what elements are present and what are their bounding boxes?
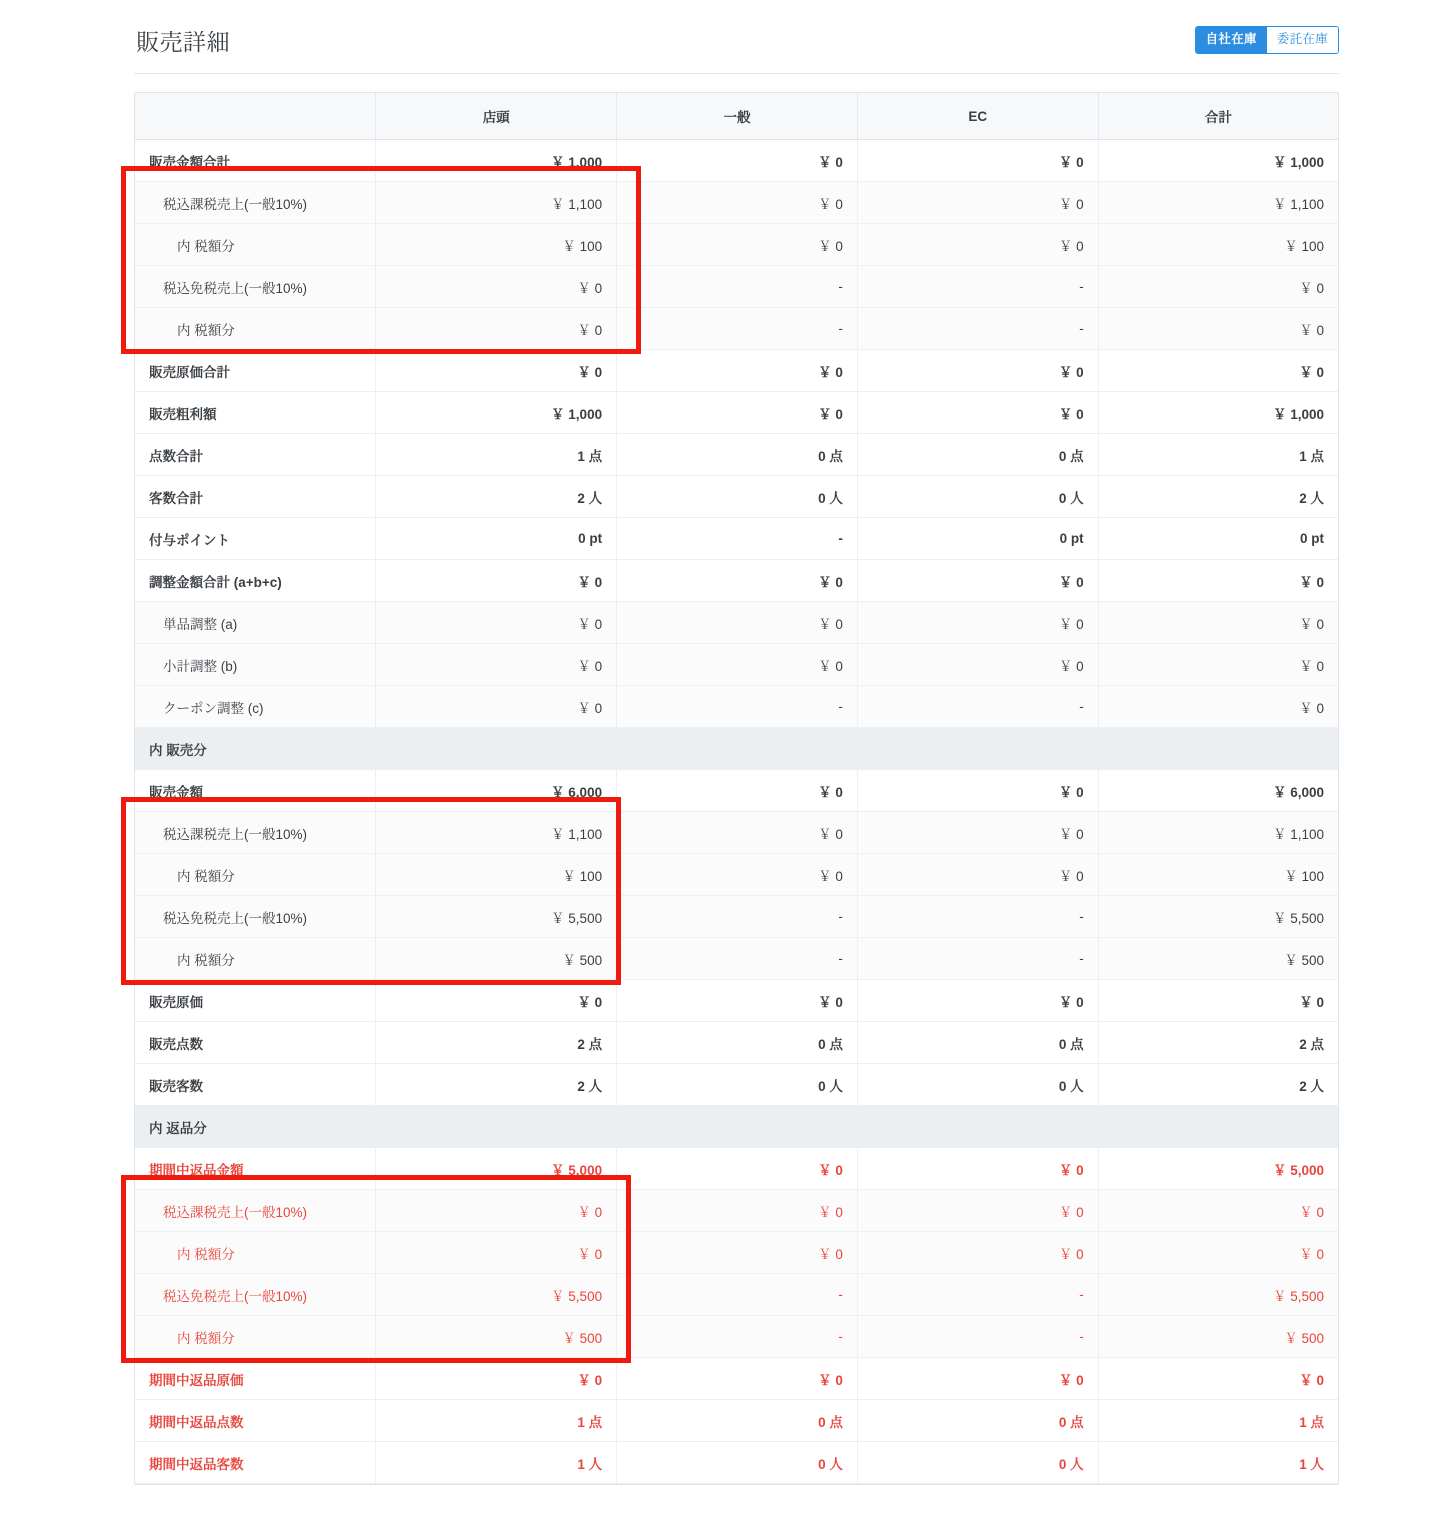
row-value: 0 人 [857,1064,1098,1106]
table-row [135,980,1338,1022]
row-value: ￥ 0 [1098,1190,1338,1232]
row-value: 2 人 [1098,476,1338,518]
row-label: 単品調整 (a) [135,602,376,644]
table-row [135,1316,1338,1358]
row-value: ￥ 1,000 [376,140,617,182]
row-value: ￥ 0 [1098,644,1338,686]
row-value: ￥ 1,000 [1098,392,1338,434]
row-value: ￥ 0 [376,350,617,392]
row-label: 内 税額分 [135,854,376,896]
row-label: 税込課税売上(一般10%) [135,182,376,224]
row-value: 0 人 [857,476,1098,518]
table-row [135,308,1338,350]
row-value: ￥ 5,500 [376,896,617,938]
table-row [135,1106,1338,1148]
row-value: ￥ 5,000 [1098,1148,1338,1190]
row-value: 1 人 [376,1442,617,1484]
row-value: - [857,896,1098,938]
row-value: 1 点 [1098,1400,1338,1442]
row-value: ￥ 0 [1098,266,1338,308]
row-value: - [857,1316,1098,1358]
row-value: ￥ 0 [857,644,1098,686]
table-row [135,224,1338,266]
table-row [135,854,1338,896]
table-row [135,434,1338,476]
row-value: ￥ 0 [376,1358,617,1400]
row-value: ￥ 1,000 [376,392,617,434]
row-value: ￥ 5,500 [1098,896,1338,938]
row-value: 2 点 [376,1022,617,1064]
row-value: ￥ 0 [857,392,1098,434]
row-label: 内 税額分 [135,308,376,350]
row-label: 販売原価 [135,980,376,1022]
row-value: - [857,686,1098,728]
row-label: 税込免税売上(一般10%) [135,896,376,938]
row-value: ￥ 0 [1098,1358,1338,1400]
row-value: ￥ 0 [376,686,617,728]
row-value: - [857,308,1098,350]
row-value: ￥ 0 [617,602,858,644]
row-value: - [617,1316,858,1358]
row-label: 期間中返品原価 [135,1358,376,1400]
table-row [135,1274,1338,1316]
row-value: ￥ 0 [1098,686,1338,728]
row-value: ￥ 0 [857,560,1098,602]
row-value: 1 点 [376,1400,617,1442]
row-label: 小計調整 (b) [135,644,376,686]
row-value: 0 点 [617,1022,858,1064]
row-value: - [617,1274,858,1316]
row-value: ￥ 0 [857,812,1098,854]
row-value: ￥ 0 [857,224,1098,266]
column-header-total: 合計 [1098,93,1338,140]
section-label: 内 返品分 [135,1106,376,1148]
table-row [135,1358,1338,1400]
row-value: ￥ 0 [617,1358,858,1400]
row-value: 2 人 [376,476,617,518]
row-value: ￥ 0 [857,350,1098,392]
table-row [135,1400,1338,1442]
row-value: ￥ 0 [857,1148,1098,1190]
row-label: 内 税額分 [135,1232,376,1274]
row-label: 税込課税売上(一般10%) [135,1190,376,1232]
row-value: 2 人 [1098,1064,1338,1106]
row-value: ￥ 0 [857,1232,1098,1274]
row-value: ￥ 0 [617,1190,858,1232]
row-value: ￥ 500 [376,938,617,980]
row-value: ￥ 0 [617,140,858,182]
row-value: ￥ 0 [857,854,1098,896]
row-value: ￥ 1,100 [376,182,617,224]
row-value: ￥ 0 [376,266,617,308]
table-row [135,182,1338,224]
row-value: ￥ 0 [617,770,858,812]
row-value: - [617,938,858,980]
table-row [135,1148,1338,1190]
row-value: - [617,308,858,350]
row-value: ￥ 0 [857,980,1098,1022]
row-value: ￥ 0 [617,224,858,266]
row-value: ￥ 100 [376,854,617,896]
row-label: 販売金額合計 [135,140,376,182]
toggle-own-inventory[interactable]: 自社在庫 [1196,27,1267,53]
row-value: ￥ 0 [1098,1232,1338,1274]
row-value: ￥ 0 [376,602,617,644]
row-value: 0 点 [617,1400,858,1442]
row-value: ￥ 0 [1098,980,1338,1022]
table-row [135,1190,1338,1232]
table-row [135,644,1338,686]
table-row [135,392,1338,434]
row-value: ￥ 0 [1098,560,1338,602]
row-value: ￥ 500 [1098,1316,1338,1358]
section-spacer [376,1106,1338,1148]
inventory-type-toggle[interactable] [1195,26,1339,54]
row-value: - [617,686,858,728]
row-value: 1 人 [1098,1442,1338,1484]
table-row [135,896,1338,938]
row-value: ￥ 0 [617,1232,858,1274]
table-row [135,476,1338,518]
column-header-blank [135,93,376,140]
table-row [135,602,1338,644]
row-value: 0 人 [617,1442,858,1484]
row-value: ￥ 500 [376,1316,617,1358]
row-value: 0 点 [857,1400,1098,1442]
row-value: 0 人 [617,1064,858,1106]
row-label: 販売客数 [135,1064,376,1106]
row-value: 0 点 [857,434,1098,476]
row-value: 0 点 [857,1022,1098,1064]
row-value: ￥ 0 [617,980,858,1022]
row-value: ￥ 0 [857,1190,1098,1232]
row-value: ￥ 0 [1098,350,1338,392]
row-value: ￥ 0 [857,140,1098,182]
row-value: ￥ 100 [376,224,617,266]
table-row [135,266,1338,308]
sales-detail-table [135,93,1338,1484]
table-head [135,93,1338,140]
table-row [135,1022,1338,1064]
table-row [135,560,1338,602]
table-row [135,1232,1338,1274]
row-value: 0 人 [617,476,858,518]
section-label: 内 販売分 [135,728,376,770]
row-value: ￥ 0 [1098,602,1338,644]
row-value: - [857,1274,1098,1316]
row-value: - [617,266,858,308]
row-label: 販売点数 [135,1022,376,1064]
row-value: 0 pt [1098,518,1338,560]
row-value: ￥ 1,100 [1098,182,1338,224]
row-value: ￥ 0 [617,812,858,854]
table-row [135,1442,1338,1484]
row-value: ￥ 0 [617,1148,858,1190]
row-value: ￥ 0 [376,308,617,350]
row-label: クーポン調整 (c) [135,686,376,728]
row-value: 1 点 [1098,434,1338,476]
page-header [134,24,1339,74]
row-value: ￥ 100 [1098,224,1338,266]
row-value: ￥ 100 [1098,854,1338,896]
table-row [135,728,1338,770]
row-value: 0 pt [857,518,1098,560]
row-value: - [857,938,1098,980]
row-value: ￥ 6,000 [376,770,617,812]
table-header-row [135,93,1338,140]
row-value: ￥ 0 [376,1232,617,1274]
row-value: 1 点 [376,434,617,476]
row-value: 2 点 [1098,1022,1338,1064]
row-value: ￥ 0 [376,980,617,1022]
row-label: 内 税額分 [135,1316,376,1358]
row-label: 販売原価合計 [135,350,376,392]
table-row [135,350,1338,392]
row-value: ￥ 0 [617,392,858,434]
row-value: ￥ 6,000 [1098,770,1338,812]
row-label: 販売金額 [135,770,376,812]
row-value: ￥ 0 [617,560,858,602]
row-label: 税込免税売上(一般10%) [135,1274,376,1316]
row-label: 期間中返品点数 [135,1400,376,1442]
table-row [135,770,1338,812]
table-row [135,686,1338,728]
row-value: - [857,266,1098,308]
row-value: ￥ 0 [376,644,617,686]
table-row [135,518,1338,560]
row-value: - [617,518,858,560]
column-header-general: 一般 [617,93,858,140]
row-value: ￥ 0 [376,560,617,602]
row-value: 0 点 [617,434,858,476]
row-value: ￥ 1,100 [1098,812,1338,854]
row-value: ￥ 0 [376,1190,617,1232]
sales-detail-table-wrap [134,92,1339,1485]
row-value: ￥ 0 [617,350,858,392]
row-label: 税込免税売上(一般10%) [135,266,376,308]
row-label: 期間中返品客数 [135,1442,376,1484]
row-value: ￥ 5,500 [376,1274,617,1316]
row-label: 販売粗利額 [135,392,376,434]
row-label: 調整金額合計 (a+b+c) [135,560,376,602]
row-value: ￥ 0 [617,854,858,896]
row-value: ￥ 0 [857,1358,1098,1400]
row-value: ￥ 0 [617,182,858,224]
column-header-store: 店頭 [376,93,617,140]
row-label: 付与ポイント [135,518,376,560]
row-value: 2 人 [376,1064,617,1106]
table-row [135,1064,1338,1106]
row-value: - [617,896,858,938]
row-value: ￥ 0 [857,770,1098,812]
table-row [135,938,1338,980]
column-header-ec: EC [857,93,1098,140]
row-value: 0 pt [376,518,617,560]
row-value: ￥ 5,500 [1098,1274,1338,1316]
row-value: ￥ 1,000 [1098,140,1338,182]
page-title: 販売詳細 [136,29,230,55]
row-value: ￥ 0 [857,182,1098,224]
toggle-consignment-inventory[interactable]: 委託在庫 [1267,27,1338,53]
table-row [135,140,1338,182]
row-value: ￥ 1,100 [376,812,617,854]
row-value: ￥ 0 [617,644,858,686]
row-value: ￥ 5,000 [376,1148,617,1190]
row-value: ￥ 0 [857,602,1098,644]
row-value: ￥ 500 [1098,938,1338,980]
table-row [135,812,1338,854]
row-label: 税込課税売上(一般10%) [135,812,376,854]
row-label: 内 税額分 [135,938,376,980]
row-label: 客数合計 [135,476,376,518]
section-spacer [376,728,1338,770]
table-body [135,140,1338,1484]
row-label: 点数合計 [135,434,376,476]
row-label: 内 税額分 [135,224,376,266]
row-label: 期間中返品金額 [135,1148,376,1190]
row-value: 0 人 [857,1442,1098,1484]
row-value: ￥ 0 [1098,308,1338,350]
